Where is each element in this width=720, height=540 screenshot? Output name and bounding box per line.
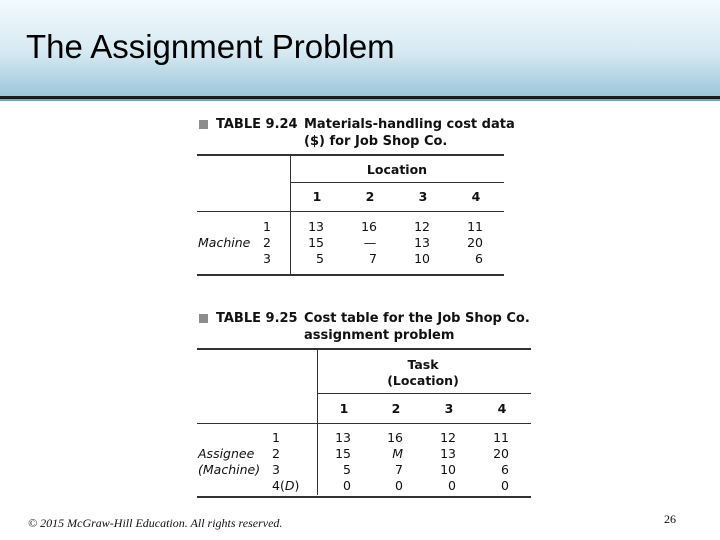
row-label: 3: [272, 462, 280, 477]
slide-title: The Assignment Problem: [26, 28, 395, 65]
table-caption-line1: Materials-handling cost data: [304, 117, 515, 132]
table-cell: 16: [361, 219, 377, 234]
table-cell: 6: [475, 251, 483, 266]
table-9-25-title: [199, 310, 529, 346]
table-cell: 13: [440, 446, 456, 461]
table-bullet-square: [199, 120, 208, 129]
column-header: 4: [471, 189, 481, 204]
table-number: TABLE 9.24: [216, 117, 298, 132]
row-group-sublabel: (Machine): [198, 462, 261, 477]
table-cell: 20: [467, 235, 483, 250]
table-9-24-title: [199, 116, 519, 152]
copyright-footer: © 2015 McGraw-Hill Education. All rights reserved.: [28, 516, 283, 530]
table-rule-bottom: [197, 496, 531, 498]
table-cell: 7: [395, 462, 403, 477]
table-cell: 20: [493, 446, 509, 461]
row-label-number: 4(: [272, 478, 285, 493]
page-number: 26: [664, 512, 676, 526]
table-cell: 15: [335, 446, 351, 461]
row-label: 2: [263, 235, 271, 250]
table-cell: 10: [440, 462, 456, 477]
column-header: 1: [339, 401, 349, 416]
column-group-header: Task: [407, 357, 439, 372]
title-divider-accent: [0, 99, 720, 101]
table-cell: —: [363, 235, 377, 250]
table-cell: 13: [335, 430, 351, 445]
row-label: 3: [263, 251, 271, 266]
table-cell: 10: [414, 251, 430, 266]
row-label-dummy: D: [284, 478, 295, 493]
table-cell: 5: [316, 251, 324, 266]
row-label: 1: [263, 219, 271, 234]
column-header: 1: [312, 189, 322, 204]
table-rule-top: [197, 348, 531, 350]
table-cell: 0: [448, 478, 456, 493]
table-cell: 5: [343, 462, 351, 477]
column-group-header: Location: [366, 162, 428, 177]
table-cell: 6: [501, 462, 509, 477]
column-group-subheader: (Location): [387, 373, 459, 388]
row-group-label: Assignee: [198, 446, 255, 461]
table-bullet-square: [199, 314, 208, 323]
row-label: 2: [272, 446, 280, 461]
table-cell: 0: [343, 478, 351, 493]
table-rule-header: [197, 423, 531, 424]
table-cell: 12: [414, 219, 430, 234]
table-cell: 11: [493, 430, 509, 445]
row-label-close: ): [294, 478, 300, 493]
table-stub-divider: [317, 349, 318, 495]
table-caption-line2: assignment problem: [304, 328, 455, 343]
table-rule-group: [291, 182, 504, 183]
row-label: [272, 478, 299, 493]
table-cell: 13: [308, 219, 324, 234]
table-stub-divider: [290, 155, 291, 275]
row-group-label: Machine: [198, 235, 251, 250]
table-cell: 0: [501, 478, 509, 493]
column-header: 2: [365, 189, 375, 204]
table-rule-group: [318, 393, 531, 394]
table-cell: 11: [467, 219, 483, 234]
table-rule-header: [197, 211, 504, 212]
column-header: 2: [391, 401, 401, 416]
table-number: TABLE 9.25: [216, 311, 298, 326]
table-cell: 0: [395, 478, 403, 493]
row-label: 1: [272, 430, 280, 445]
table-cell: 7: [369, 251, 377, 266]
column-header: 3: [444, 401, 454, 416]
table-caption-line2: ($) for Job Shop Co.: [304, 134, 448, 149]
table-cell: 16: [387, 430, 403, 445]
column-header: 3: [418, 189, 428, 204]
table-caption-line1: Cost table for the Job Shop Co.: [304, 311, 530, 326]
table-cell: 12: [440, 430, 456, 445]
table-cell: 13: [414, 235, 430, 250]
table-cell: M: [392, 446, 403, 461]
table-cell: 15: [308, 235, 324, 250]
column-header: 4: [497, 401, 507, 416]
table-rule-top: [197, 154, 504, 156]
table-rule-bottom: [197, 274, 504, 276]
